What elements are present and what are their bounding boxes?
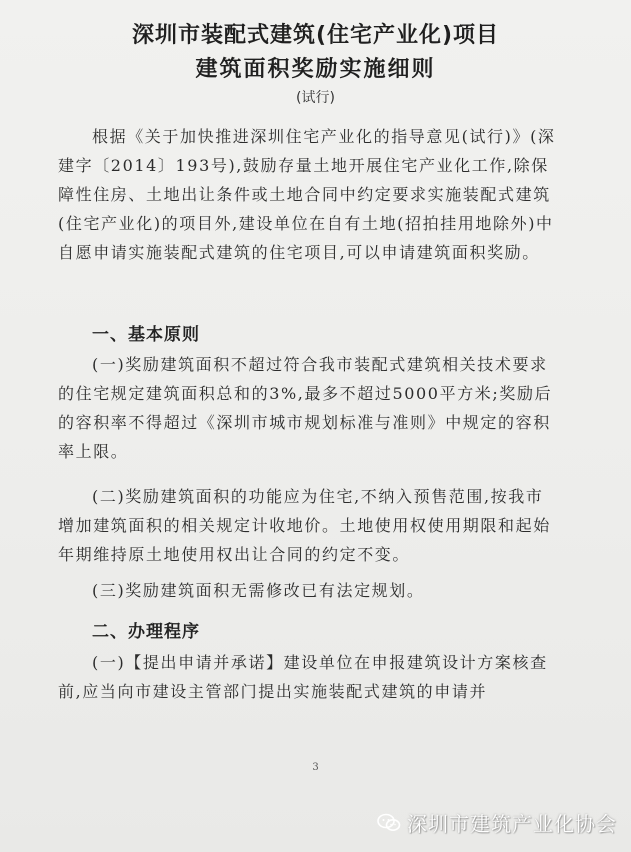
watermark (377, 808, 617, 837)
section1-heading: 一、基本原则 (92, 325, 200, 345)
document-title-line2: 建筑面积奖励实施细则 (195, 57, 436, 82)
section1-item3: (三)奖励建筑面积无需修改已有法定规划。 (92, 581, 425, 600)
section2-heading: 二、办理程序 (92, 622, 200, 642)
watermark-text: 深圳市建筑产业化协会 (407, 812, 617, 836)
section1-item1: (一)奖励建筑面积不超过符合我市装配式建筑相关技术要求的住宅规定建筑面积总和的3%,最多不超过5000平方米;奖励后的容积率不得超过《深圳市城市规划标准与准则》中规定的容积率上限。 (58, 355, 553, 461)
document-title-note: (试行) (296, 90, 335, 106)
document-title-line1: 深圳市装配式建筑(住宅产业化)项目 (131, 23, 500, 48)
page-number: 3 (312, 762, 319, 773)
section2-item1: (一)【提出申请并承诺】建设单位在申报建筑设计方案核查前,应当向市建设主管部门提出实施装配式建筑的申请并 (58, 653, 548, 701)
section1-item2: (二)奖励建筑面积的功能应为住宅,不纳入预售范围,按我市增加建筑面积的相关规定计收地价。土地使用权使用期限和起始年期维持原土地使用权出让合同的约定不变。 (58, 487, 551, 564)
wechat-icon (377, 813, 401, 833)
intro-paragraph: 根据《关于加快推进深圳住宅产业化的指导意见(试行)》(深建字〔2014〕193号),鼓励存量土地开展住宅产业化工作,除保障性住房、土地出让条件或土地合同中约定要求实施装配式建筑(住宅产业化)的项目外,建设单位在自有土地(招拍挂用地除外)中自愿申请实施装配式建筑的住宅项目,可以申请建筑面积奖励。 (58, 127, 556, 262)
